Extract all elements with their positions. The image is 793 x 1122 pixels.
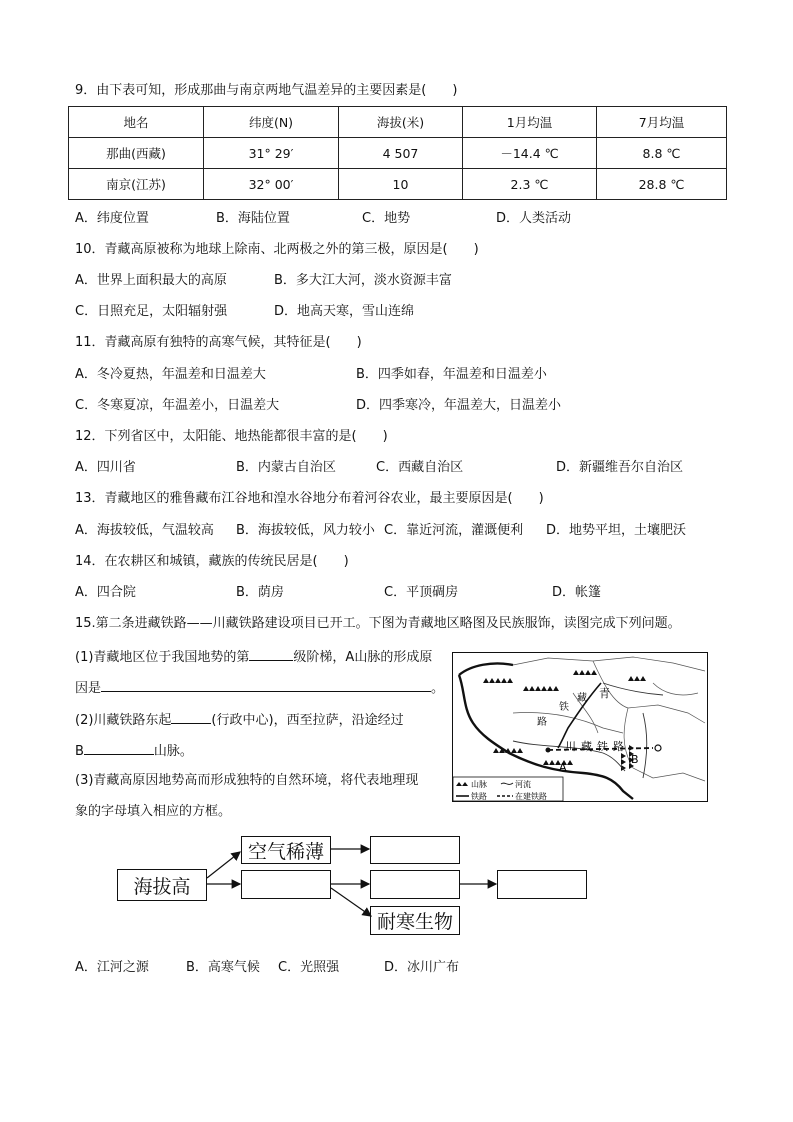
q15-stem: 15.第二条进藏铁路——川藏铁路建设项目已开工。下图为青藏地区略图及民族服饰，读图完成下列问题。 xyxy=(75,616,681,631)
table-cell: 2.3 ℃ xyxy=(463,169,597,200)
q10-option-c: C．日照充足，太阳辐射强 xyxy=(75,304,228,319)
q15-part2-text: (行政中心)，西至拉萨，沿途经过 xyxy=(211,713,404,728)
flow-answer-box[interactable] xyxy=(370,836,460,864)
q15-option-b: B．高寒气候 xyxy=(186,960,260,975)
q9-option-a: A．纬度位置 xyxy=(75,211,149,226)
q15-part1-text: (1)青藏地区位于我国地势的第 xyxy=(75,650,250,665)
map-label: 藏 xyxy=(581,740,592,753)
q15-part1-text: 。 xyxy=(431,681,445,696)
table-cell: 4 507 xyxy=(339,138,463,169)
q12-stem: 12．下列省区中，太阳能、地热能都很丰富的是( ) xyxy=(75,429,388,444)
map-label: 青 xyxy=(599,687,610,700)
table-header: 1月均温 xyxy=(463,107,597,138)
legend-railway: 铁路 xyxy=(471,792,487,801)
q9-option-c: C．地势 xyxy=(362,211,411,226)
q15-part2-text: (2)川藏铁路东起 xyxy=(75,713,172,728)
q14-option-d: D．帐篷 xyxy=(552,585,602,600)
flow-answer-box[interactable] xyxy=(497,870,587,899)
table-header: 7月均温 xyxy=(597,107,727,138)
q15-option-d: D．冰川广布 xyxy=(384,960,460,975)
map-label-a: A xyxy=(559,761,567,774)
q15-part3-line2: 象的字母填入相应的方框。 xyxy=(75,804,232,819)
q13-option-c: C．靠近河流，灌溉便利 xyxy=(384,523,524,538)
table-cell: 31° 29′ xyxy=(204,138,339,169)
q15-part1-text: 级阶梯，A山脉的形成原 xyxy=(293,650,433,665)
table-cell: 28.8 ℃ xyxy=(597,169,727,200)
q12-option-d: D．新疆维吾尔自治区 xyxy=(556,460,684,475)
legend-railway-construction: 在建铁路 xyxy=(515,792,547,801)
q15-part2-text: 山脉。 xyxy=(153,744,193,759)
q13-option-d: D．地势平坦，土壤肥沃 xyxy=(546,523,687,538)
table-header: 纬度(N) xyxy=(204,107,339,138)
q10-stem: 10．青藏高原被称为地球上除南、北两极之外的第三极，原因是( ) xyxy=(75,242,479,257)
map-label: 路 xyxy=(537,717,547,728)
q13-option-a: A．海拔较低，气温较高 xyxy=(75,523,214,538)
q11-option-c: C．冬寒夏凉，年温差小，日温差大 xyxy=(75,398,280,413)
flow-box-high-altitude: 海拔高 xyxy=(117,869,207,901)
legend-river: 河流 xyxy=(515,780,531,789)
q10-option-a: A．世界上面积最大的高原 xyxy=(75,273,227,288)
q11-stem: 11．青藏高原有独特的高寒气候，其特征是( ) xyxy=(75,335,362,350)
map-label: 藏 xyxy=(577,693,587,704)
q9-option-b: B．海陆位置 xyxy=(216,211,290,226)
flow-answer-box[interactable] xyxy=(370,870,460,899)
q10-option-b: B．多大江大河，淡水资源丰富 xyxy=(274,273,452,288)
q10-option-d: D．地高天寒，雪山连绵 xyxy=(274,304,415,319)
flow-box-thin-air: 空气稀薄 xyxy=(241,836,331,864)
table-header: 海拔(米) xyxy=(339,107,463,138)
map-label-b: B xyxy=(631,753,639,766)
map-label: 路 xyxy=(613,740,624,753)
q14-option-a: A．四合院 xyxy=(75,585,136,600)
flow-answer-box[interactable] xyxy=(241,870,331,899)
q14-option-c: C．平顶碉房 xyxy=(384,585,459,600)
flow-box-cold-resistant: 耐寒生物 xyxy=(370,906,460,935)
legend-mountain: 山脉 xyxy=(471,780,487,789)
table-cell: 8.8 ℃ xyxy=(597,138,727,169)
q11-option-d: D．四季寒冷，年温差大，日温差小 xyxy=(356,398,562,413)
q14-stem: 14．在农耕区和城镇，藏族的传统民居是( ) xyxy=(75,554,349,569)
q14-option-b: B．荫房 xyxy=(236,585,284,600)
table-cell: 那曲(西藏) xyxy=(69,138,204,169)
q15-option-a: A．江河之源 xyxy=(75,960,149,975)
q13-stem: 13．青藏地区的雅鲁藏布江谷地和湟水谷地分布着河谷农业，最主要原因是( ) xyxy=(75,491,544,506)
q15-part2-text: B xyxy=(75,744,84,759)
q12-option-c: C．西藏自治区 xyxy=(376,460,464,475)
table-cell: －14.4 ℃ xyxy=(463,138,597,169)
map-label: 铁 xyxy=(597,740,608,753)
q12-option-a: A．四川省 xyxy=(75,460,136,475)
q12-option-b: B．内蒙古自治区 xyxy=(236,460,336,475)
table-cell: 南京(江苏) xyxy=(69,169,204,200)
q9-option-d: D．人类活动 xyxy=(496,211,572,226)
table-cell: 32° 00′ xyxy=(204,169,339,200)
q11-option-a: A．冬冷夏热，年温差和日温差大 xyxy=(75,367,266,382)
q15-option-c: C．光照强 xyxy=(278,960,340,975)
table-cell: 10 xyxy=(339,169,463,200)
q13-option-b: B．海拔较低，风力较小 xyxy=(236,523,375,538)
q9-stem: 9．由下表可知，形成那曲与南京两地气温差异的主要因素是( ) xyxy=(75,83,458,98)
q15-part1-text: 因是 xyxy=(75,681,102,696)
q11-option-b: B．四季如春，年温差和日温差小 xyxy=(356,367,547,382)
map-label: 川 xyxy=(565,740,576,753)
map-label: 铁 xyxy=(559,702,569,713)
table-header: 地名 xyxy=(69,107,204,138)
q15-part3-line1: (3)青藏高原因地势高而形成独特的自然环境，将代表地理现 xyxy=(75,773,419,788)
